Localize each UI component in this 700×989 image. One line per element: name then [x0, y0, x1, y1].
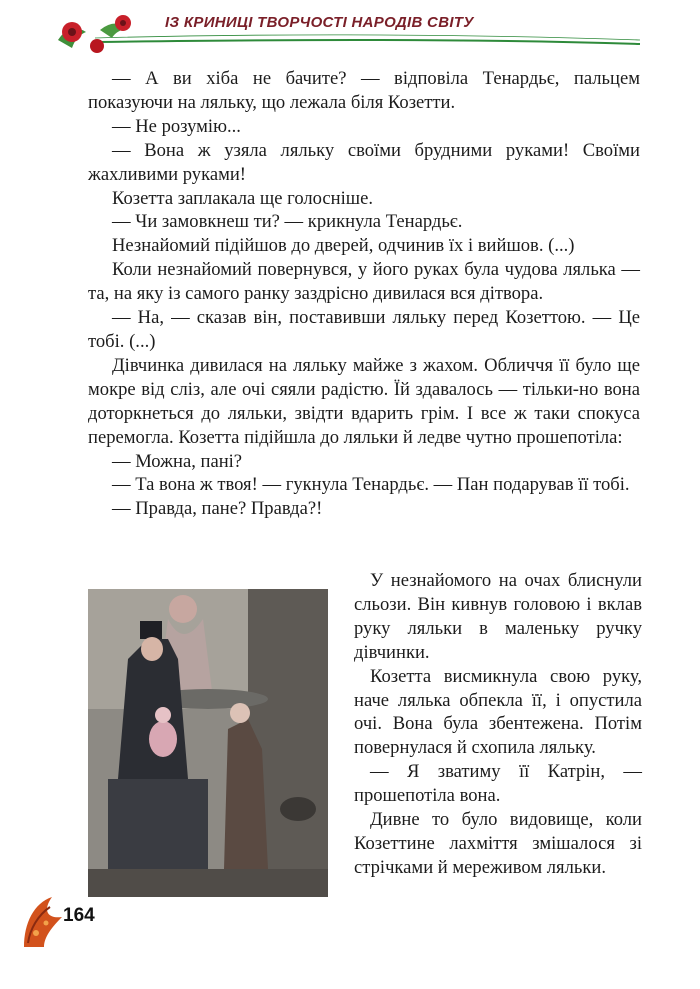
paragraph: Коли незнайомий повернувся, у його руках була чудова лялька — та, на яку із самого ранку заздрісно дивилася вся дітвора. — [88, 259, 640, 305]
paragraph: — Правда, пане? Правда?! — [112, 498, 323, 520]
paragraph: Дивне то було видовище, коли Козеттине лахміття змішалося зі стрічками й мереживом ляльки. — [354, 809, 642, 878]
paragraph: Дівчинка дивилася на ляльку майже з жахом. Обличчя її було ще мокре від сліз, але очі сяяли радістю. Їй здавалось — тільки-но вона доторкнеться до ляльки, звідти вдарить грім. І все ж таки спокуса перемогла. Козетта підійшла до ляльки й ледве чутно прошепотіла: — [88, 354, 640, 448]
figure-woman — [169, 595, 197, 623]
paragraph: — Вона ж узяла ляльку своїми брудними руками! Своїми жахливими руками! — [88, 139, 640, 185]
paragraph: — А ви хіба не бачите? — відповіла Тенардьє, пальцем показуючи на ляльку, що лежала біля Козетти. — [88, 68, 640, 113]
wrapped-text — [354, 569, 642, 880]
paragraph: У незнайомого на очах блиснули сльози. Він кивнув головою і вклав руку ляльки в маленьку ручку дівчинки. — [354, 570, 642, 663]
illustration-painting — [88, 589, 328, 897]
paragraph: Козетта висмикнула свою руку, наче лялька обпекла її, і опустила очі. Вона була збентежена. Потім повернулася й схопила ляльку. — [354, 665, 642, 759]
paragraph: Незнайомий підійшов до дверей, одчинив їх і вийшов. (...) — [112, 235, 575, 257]
corner-ornament-icon — [22, 893, 66, 949]
header-title: ІЗ КРИНИЦІ ТВОРЧОСТІ НАРОДІВ СВІТУ — [165, 14, 474, 31]
page-header — [0, 0, 700, 60]
paragraph: — Я зватиму її Катрін, — прошепотіла вона. — [354, 761, 642, 807]
illustration — [88, 589, 328, 897]
paragraph: Козетта заплакала ще голосніше. — [112, 187, 373, 209]
header-stem-line — [95, 40, 640, 44]
page-number: 164 — [63, 905, 95, 926]
paragraph: — Чи замовкнеш ти? — крикнула Тенардьє. — [112, 211, 463, 233]
doll — [149, 721, 177, 757]
paragraph: — Не розумію... — [112, 115, 241, 137]
paragraph: — Можна, пані? — [112, 450, 243, 472]
paragraph: — Та вона ж твоя! — гукнула Тенардьє. — Пан подарував її тобі. — [112, 474, 630, 496]
main-text — [88, 67, 640, 521]
paragraph: — На, — сказав він, поставивши ляльку перед Козеттою. — Це тобі. (...) — [88, 307, 640, 352]
